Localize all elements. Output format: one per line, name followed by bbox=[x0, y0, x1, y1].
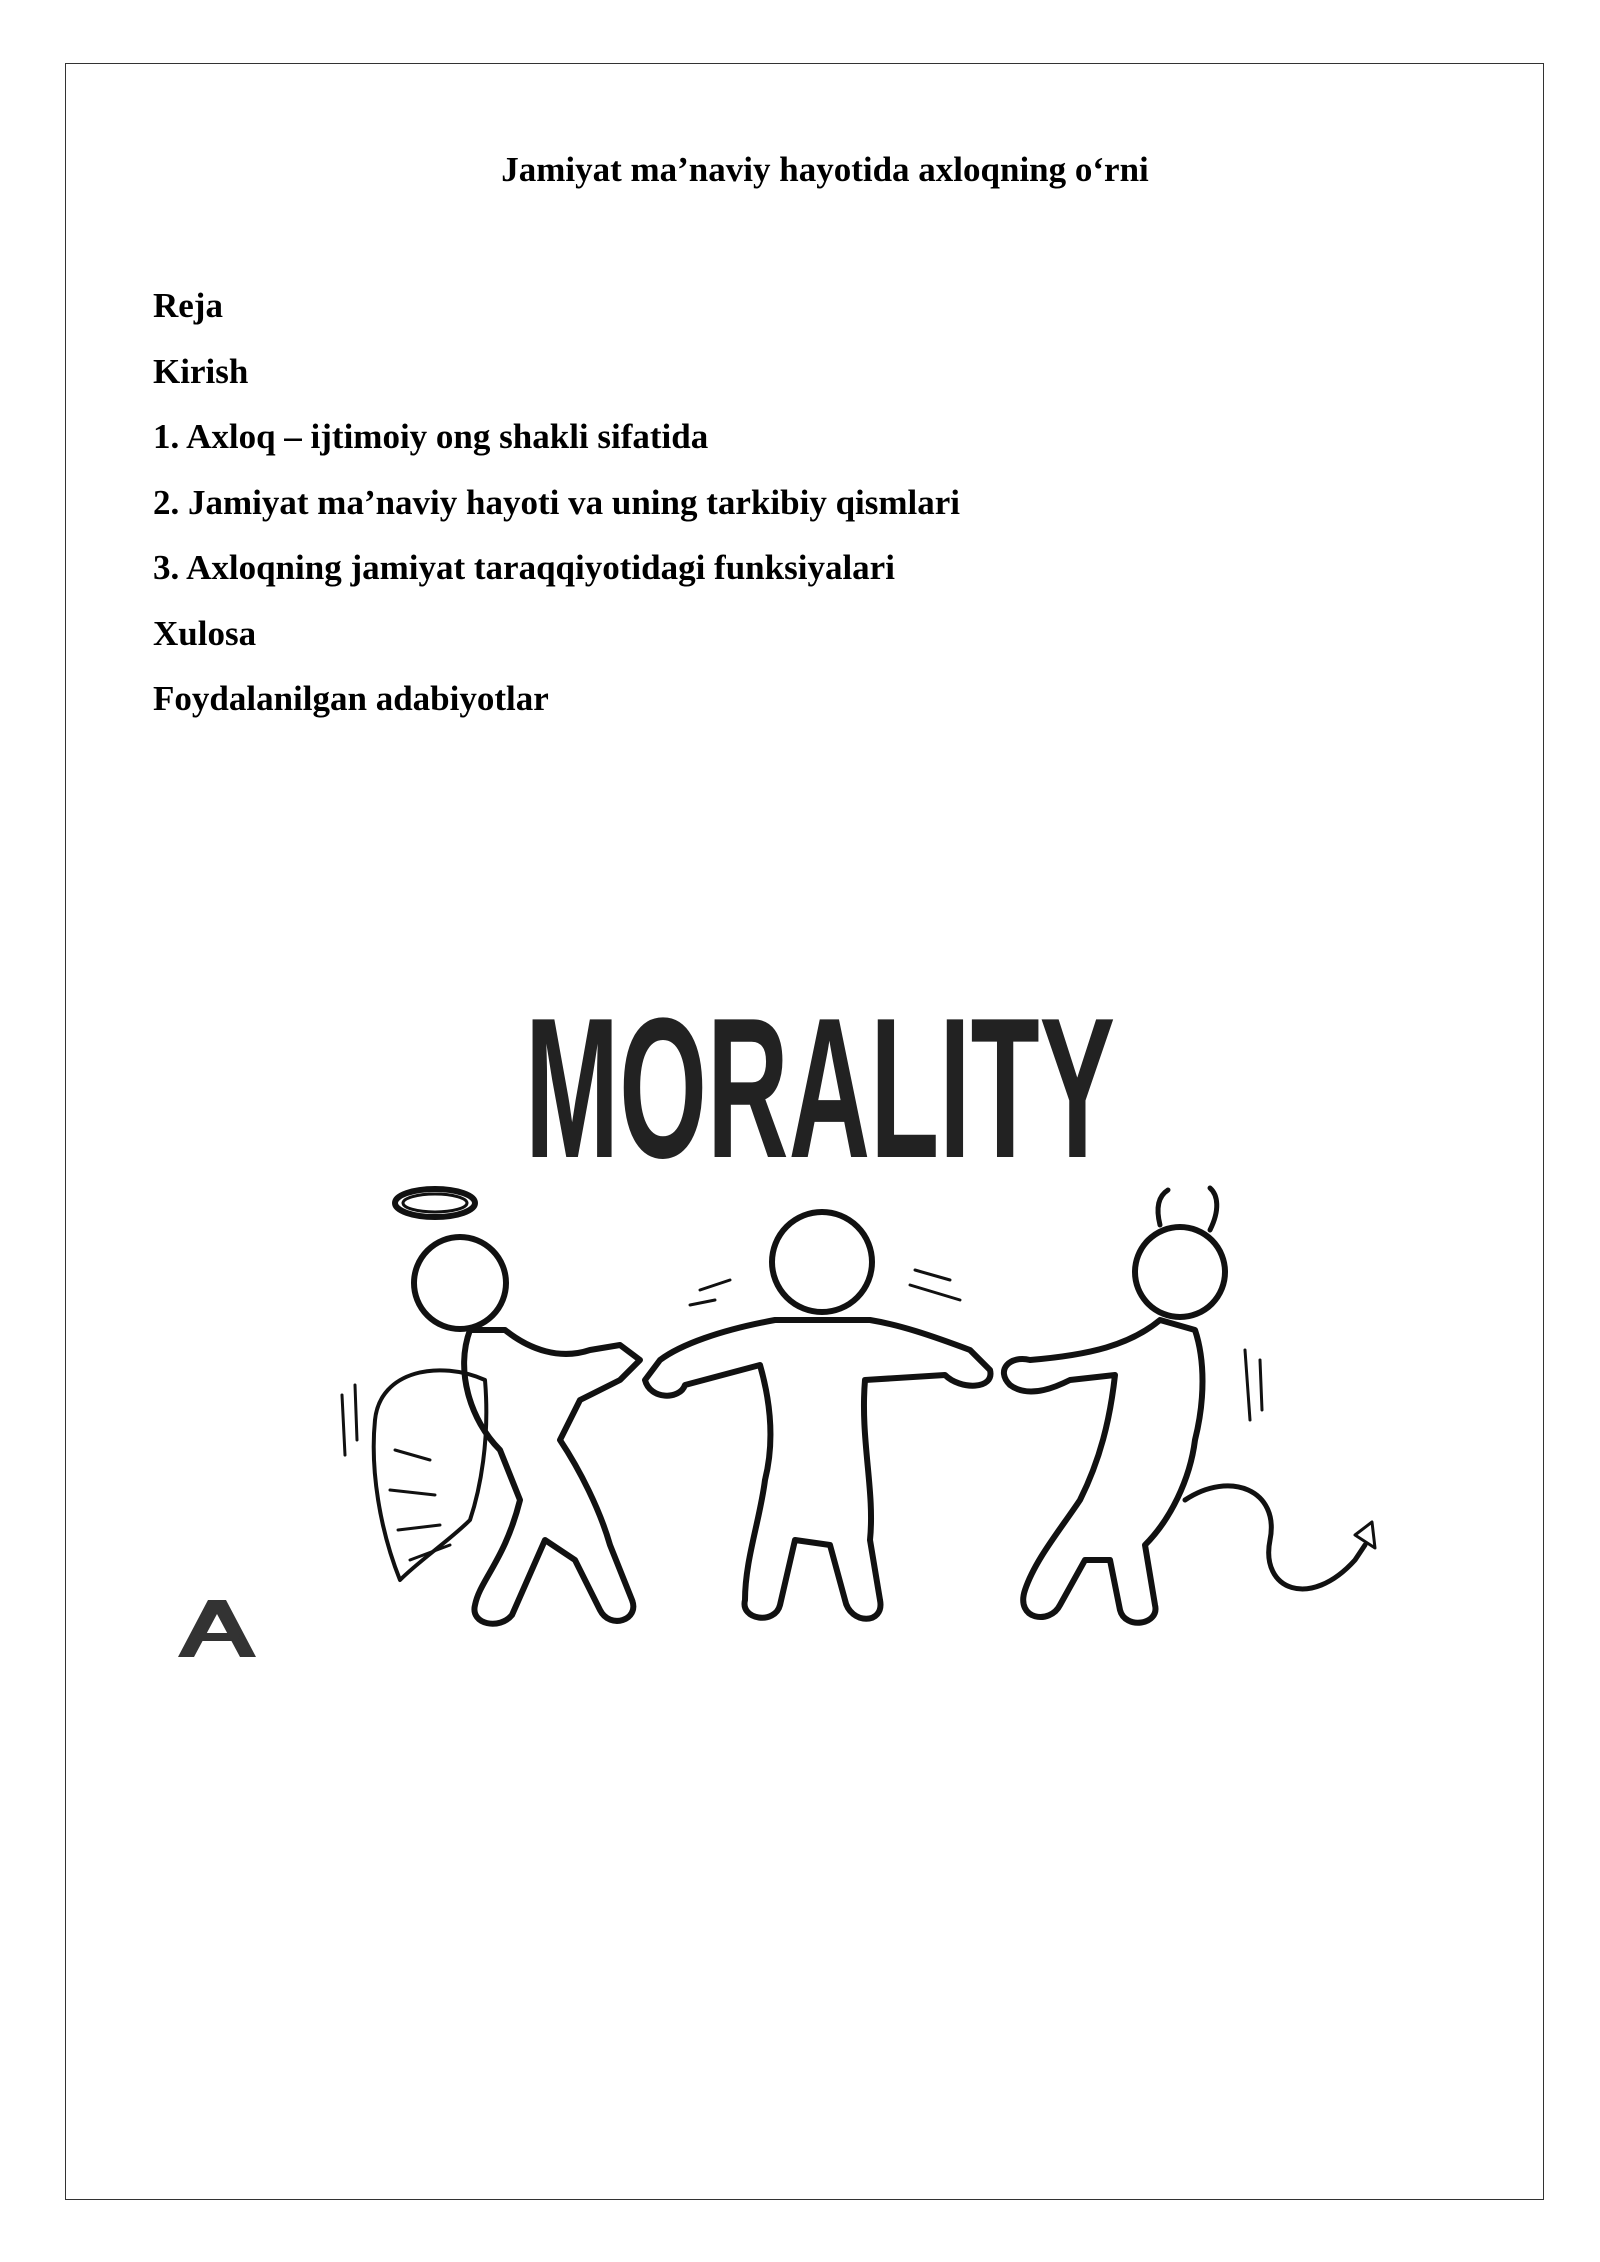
plan-item-conclusion: Xulosa bbox=[153, 613, 257, 653]
devil-figure bbox=[1004, 1188, 1375, 1623]
plan-item-1: 1. Axloq – ijtimoiy ong shakli sifatida bbox=[153, 417, 709, 456]
angel-figure bbox=[342, 1189, 640, 1624]
plan-item-intro: Kirish bbox=[153, 351, 249, 391]
person-figure bbox=[645, 1212, 990, 1619]
plan-item-references: Foydalanilgan adabiyotlar bbox=[153, 679, 549, 718]
plan-list bbox=[153, 283, 960, 742]
morality-illustration bbox=[160, 960, 1400, 1660]
logo-icon bbox=[178, 1600, 256, 1657]
plan-item-2: 2. Jamiyat ma’naviy hayoti va uning tarkibiy qismlari bbox=[153, 482, 961, 522]
plan-heading: Reja bbox=[153, 286, 223, 325]
morality-heading: MORALITY bbox=[525, 977, 1115, 1200]
plan-item-3: 3. Axloqning jamiyat taraqqiyotidagi funksiyalari bbox=[153, 548, 895, 587]
document-title: Jamiyat ma’naviy hayotida axloqning o‘rni bbox=[501, 150, 1149, 189]
